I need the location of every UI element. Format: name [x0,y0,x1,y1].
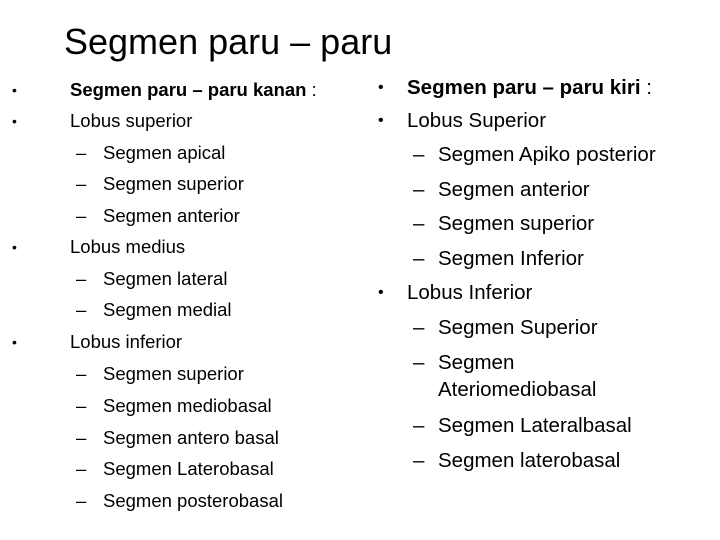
dash-icon: – [76,458,87,479]
list-item-segmen-medial: Segmen medial [103,299,232,320]
dash-icon: – [76,395,87,416]
dash-icon: – [76,490,87,511]
left-heading-label: Segmen paru – paru kanan [70,79,307,100]
dash-icon: – [413,351,425,374]
dash-icon: – [413,414,425,437]
list-item-segmen-superior-2: Segmen superior [103,363,244,384]
right-heading [407,74,652,102]
list-item-segmen-posterobasal: Segmen posterobasal [103,490,283,511]
dash-icon: – [413,143,425,166]
list-item-segmen-anterior: Segmen anterior [438,178,590,201]
list-item-segmen-mediobasal: Segmen mediobasal [103,395,272,416]
bullet-icon: • [12,113,17,129]
dash-icon: – [413,449,425,472]
list-item-segmen-apiko-posterior: Segmen Apiko posterior [438,143,656,166]
list-item-lobus-medius: Lobus medius [70,236,186,257]
dash-icon: – [76,299,87,320]
dash-icon: – [76,427,87,448]
dash-icon: – [413,316,425,339]
slide-title: Segmen paru – paru [64,21,393,62]
list-item-segmen-superior: Segmen superior [103,173,244,194]
list-item-lobus-inferior: Lobus inferior [70,331,183,352]
dash-icon: – [76,363,87,384]
list-item-lobus-superior: Lobus Superior [407,109,547,132]
list-item-lobus-superior: Lobus superior [70,110,193,131]
left-heading-colon: : [306,79,317,100]
right-heading-colon: : [640,76,652,99]
bullet-icon: • [12,239,17,255]
list-item-lobus-inferior: Lobus Inferior [407,281,533,304]
list-item-segmen-superior: Segmen superior [438,212,595,235]
dash-icon: – [413,247,425,270]
list-item-segmen-lateralbasal: Segmen Lateralbasal [438,414,632,437]
bullet-icon: • [378,112,384,129]
bullet-icon: • [378,284,384,301]
bullet-icon: • [12,82,17,98]
list-item-ateriomediobasal: Ateriomediobasal [438,378,597,401]
list-item-segmen-anterior: Segmen anterior [103,205,240,226]
bullet-icon: • [378,79,384,96]
dash-icon: – [413,178,425,201]
list-item-segmen-superior-2: Segmen Superior [438,316,598,339]
list-item-segmen-lateral: Segmen lateral [103,268,228,289]
left-heading [70,78,317,102]
list-item-segmen-apical: Segmen apical [103,142,226,163]
right-heading-label: Segmen paru – paru kiri [407,76,641,99]
dash-icon: – [76,173,87,194]
dash-icon: – [76,142,87,163]
list-item-segmen-antero-basal: Segmen antero basal [103,427,279,448]
dash-icon: – [76,268,87,289]
dash-icon: – [413,212,425,235]
list-item-segmen-laterobasal: Segmen laterobasal [438,449,621,472]
list-item-segmen-laterobasal: Segmen Laterobasal [103,458,274,479]
list-item-segmen-inferior: Segmen Inferior [438,247,584,270]
dash-icon: – [76,205,87,226]
bullet-icon: • [12,334,17,350]
list-item-segmen-word: Segmen [438,351,515,374]
